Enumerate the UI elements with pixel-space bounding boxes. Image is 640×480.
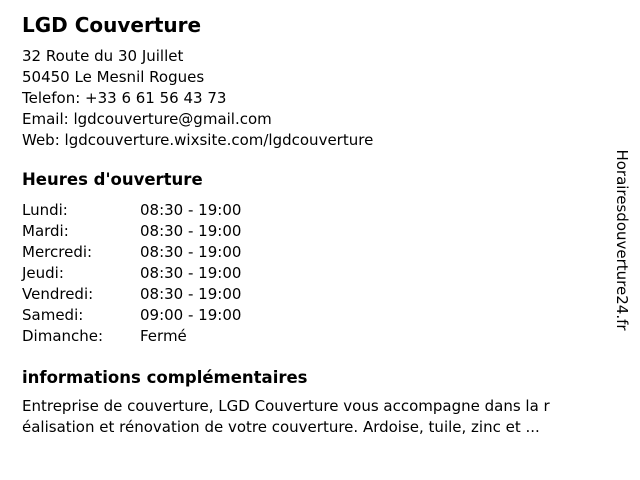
hours-row-thursday — [22, 263, 600, 284]
time-value: 08:30 - 19:00 — [140, 264, 242, 282]
website-line: Web: lgdcouverture.wixsite.com/lgdcouverture — [22, 131, 374, 149]
opening-hours-heading: Heures d'ouverture — [22, 170, 203, 189]
info-line-2: éalisation et rénovation de votre couverture. Ardoise, tuile, zinc et ... — [22, 418, 540, 436]
hours-row-tuesday — [22, 221, 600, 242]
address-city-line: 50450 Le Mesnil Rogues — [22, 68, 205, 86]
closed-value: Fermé — [140, 327, 187, 345]
hours-row-wednesday — [22, 242, 600, 263]
opening-hours-table — [22, 200, 600, 347]
hours-row-friday — [22, 284, 600, 305]
email-line: Email: lgdcouverture@gmail.com — [22, 110, 272, 128]
day-label: Mercredi: — [22, 243, 93, 261]
time-value: 08:30 - 19:00 — [140, 201, 242, 219]
hours-row-sunday — [22, 326, 600, 347]
additional-info-heading: informations complémentaires — [22, 368, 308, 387]
day-label: Vendredi: — [22, 285, 94, 303]
time-value: 08:30 - 19:00 — [140, 243, 242, 261]
time-value: 08:30 - 19:00 — [140, 222, 242, 240]
site-watermark-vertical: Horairesdouverture24.fr — [613, 149, 631, 331]
business-name-title: LGD Couverture — [22, 13, 202, 37]
hours-row-monday — [22, 200, 600, 221]
day-label: Samedi: — [22, 306, 84, 324]
address-street-line: 32 Route du 30 Juillet — [22, 47, 184, 65]
time-value: 09:00 - 19:00 — [140, 306, 242, 324]
day-label: Mardi: — [22, 222, 69, 240]
contact-block — [22, 46, 600, 151]
day-label: Dimanche: — [22, 327, 104, 345]
additional-info-paragraph — [22, 396, 600, 438]
phone-line: Telefon: +33 6 61 56 43 73 — [22, 89, 227, 107]
hours-row-saturday — [22, 305, 600, 326]
time-value: 08:30 - 19:00 — [140, 285, 242, 303]
day-label: Lundi: — [22, 201, 68, 219]
day-label: Jeudi: — [22, 264, 64, 282]
info-line-1: Entreprise de couverture, LGD Couverture vous accompagne dans la r — [22, 397, 550, 415]
